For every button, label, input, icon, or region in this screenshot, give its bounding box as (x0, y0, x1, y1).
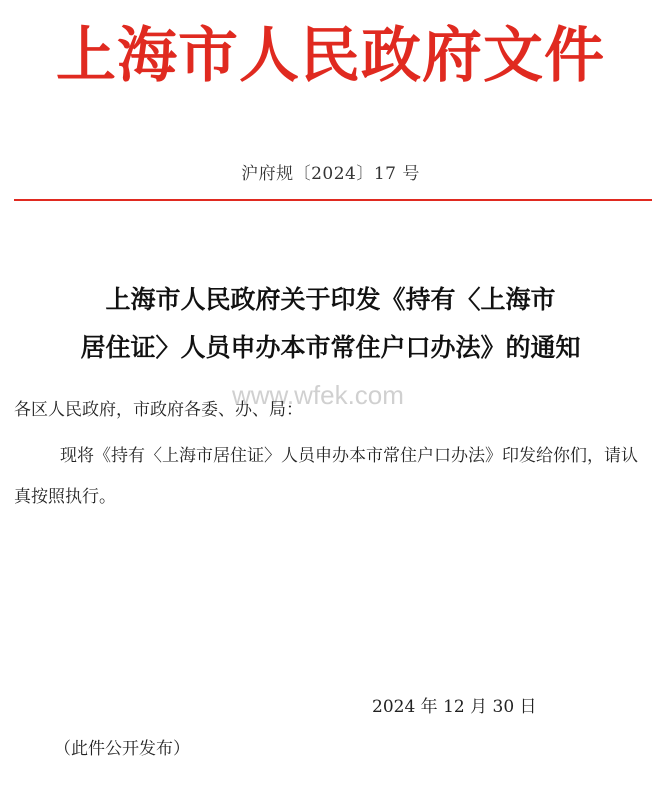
red-divider-line (14, 199, 652, 201)
salutation: 各区人民政府，市政府各委、办、局： (14, 400, 303, 420)
body-paragraph-text: 现将《持有〈上海市居住证〉人员申办本市常住户口办法》印发给你们，请认真按照执行。 (14, 446, 638, 507)
body-paragraph (14, 436, 654, 518)
document-title (30, 276, 631, 372)
watermark: www.wfek.com (232, 380, 404, 410)
issue-date: 2024 年 12 月 30 日 (372, 697, 537, 717)
document-title-line-2: 居住证〉人员申办本市常住户口办法》的通知 (80, 333, 581, 362)
publication-note: （此件公开发布） (54, 739, 190, 759)
document-title-line-1: 上海市人民政府关于印发《持有〈上海市 (105, 285, 556, 314)
document-masthead: 上海市人民政府文件 (56, 21, 605, 91)
document-number: 沪府规〔2024〕17 号 (241, 164, 420, 184)
